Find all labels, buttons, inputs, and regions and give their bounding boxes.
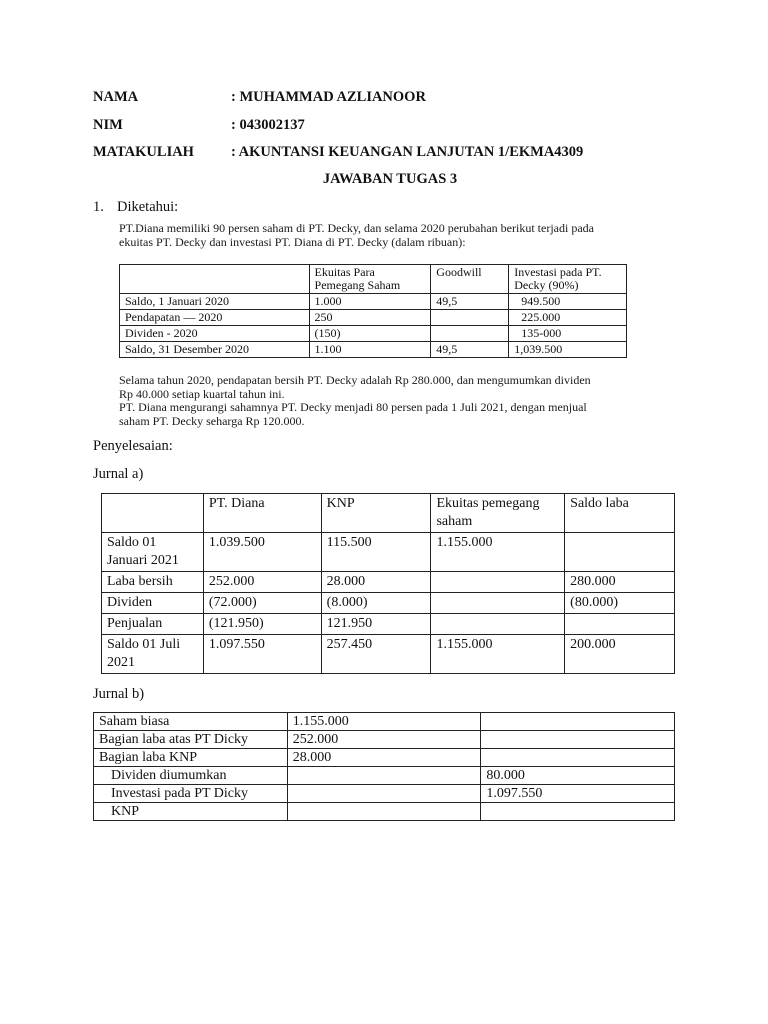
- table-cell: Saldo 01 Juli 2021: [102, 635, 204, 674]
- question-intro: [119, 222, 594, 249]
- table-cell: (121.950): [203, 614, 321, 635]
- page-title: JAWABAN TUGAS 3: [322, 171, 458, 187]
- table-cell: Saham biasa: [94, 713, 288, 731]
- solution-label: Penyelesaian:: [93, 438, 173, 454]
- table-row: [94, 713, 675, 731]
- table-cell: [431, 326, 509, 342]
- table-cell: PT. Diana: [203, 494, 321, 533]
- table-cell: KNP: [94, 803, 288, 821]
- table-cell: 1.155.000: [287, 713, 481, 731]
- table-cell: Ekuitas Para Pemegang Saham: [309, 265, 431, 294]
- table-row: [120, 326, 627, 342]
- table-row: [94, 731, 675, 749]
- table-cell: [431, 593, 565, 614]
- table-cell: [481, 749, 675, 767]
- table-cell: 1.155.000: [431, 635, 565, 674]
- table-cell: Dividen - 2020: [120, 326, 310, 342]
- table-cell: Saldo 01 Januari 2021: [102, 533, 204, 572]
- question-number: 1.: [93, 199, 104, 215]
- nama-value: : MUHAMMAD AZLIANOOR: [231, 89, 426, 105]
- jurnal-b-table: [93, 712, 675, 821]
- table-cell: 257.450: [321, 635, 431, 674]
- table-row: [120, 294, 627, 310]
- table-cell: 1,039.500: [509, 342, 627, 358]
- table-cell: Goodwill: [431, 265, 509, 294]
- table-cell: 1.039.500: [203, 533, 321, 572]
- intro-line: PT.Diana memiliki 90 persen saham di PT. Decky, dan selama 2020 perubahan berikut terjadi pada: [119, 221, 594, 235]
- table-cell: 28.000: [321, 572, 431, 593]
- table-cell: KNP: [321, 494, 431, 533]
- table-cell: (150): [309, 326, 431, 342]
- table-cell: 135-000: [509, 326, 627, 342]
- table-header-row: [102, 494, 675, 533]
- table-cell: [481, 803, 675, 821]
- table-cell: [481, 731, 675, 749]
- table-row: [120, 310, 627, 326]
- table-cell: (80.000): [565, 593, 675, 614]
- table-cell: (8.000): [321, 593, 431, 614]
- jurnal-a-table: [101, 493, 675, 674]
- table-cell: [287, 767, 481, 785]
- table-cell: Bagian laba KNP: [94, 749, 288, 767]
- table-cell: Investasi pada PT Dicky: [94, 785, 288, 803]
- table-cell: Dividen: [102, 593, 204, 614]
- table-row: [102, 614, 675, 635]
- table-cell: 49,5: [431, 342, 509, 358]
- table-cell: 121.950: [321, 614, 431, 635]
- table-row: [94, 785, 675, 803]
- table-cell: 1.155.000: [431, 533, 565, 572]
- table-cell: [481, 713, 675, 731]
- matakuliah-value: : AKUNTANSI KEUANGAN LANJUTAN 1/EKMA4309: [231, 144, 584, 160]
- table-cell: Saldo, 31 Desember 2020: [120, 342, 310, 358]
- jurnal-a-label: Jurnal a): [93, 466, 144, 482]
- table-cell: 1.097.550: [203, 635, 321, 674]
- table-cell: 49,5: [431, 294, 509, 310]
- table-cell: Pendapatan — 2020: [120, 310, 310, 326]
- table-row: [94, 803, 675, 821]
- table-cell: Penjualan: [102, 614, 204, 635]
- note-line: saham PT. Decky seharga Rp 120.000.: [119, 413, 305, 428]
- question-label: Diketahui:: [117, 199, 179, 215]
- table-cell: Saldo laba: [565, 494, 675, 533]
- note-line: PT. Diana mengurangi sahamnya PT. Decky menjadi 80 persen pada 1 Juli 2021, dengan menjual: [119, 400, 587, 414]
- table-cell: [287, 803, 481, 821]
- table-cell: 1.000: [309, 294, 431, 310]
- table-cell: 115.500: [321, 533, 431, 572]
- table-row: [102, 593, 675, 614]
- table-cell: 252.000: [203, 572, 321, 593]
- table-header-row: [120, 265, 627, 294]
- table-cell: Saldo, 1 Januari 2020: [120, 294, 310, 310]
- table-cell: 949.500: [509, 294, 627, 310]
- table-row: [94, 749, 675, 767]
- intro-line: ekuitas PT. Decky dan investasi PT. Diana di PT. Decky (dalam ribuan):: [119, 234, 466, 249]
- jurnal-b-label: Jurnal b): [93, 686, 145, 702]
- table-cell: [565, 533, 675, 572]
- nim-label: NIM: [93, 117, 123, 133]
- table-cell: 250: [309, 310, 431, 326]
- table-cell: 1.100: [309, 342, 431, 358]
- nama-label: NAMA: [93, 89, 139, 105]
- table-cell: [287, 785, 481, 803]
- table-cell: (72.000): [203, 593, 321, 614]
- table-cell: [431, 310, 509, 326]
- table-cell: 280.000: [565, 572, 675, 593]
- table-cell: [102, 494, 204, 533]
- table-cell: 252.000: [287, 731, 481, 749]
- table-cell: [120, 265, 310, 294]
- table-row: [102, 572, 675, 593]
- table-cell: 1.097.550: [481, 785, 675, 803]
- table-cell: Ekuitas pemegang saham: [431, 494, 565, 533]
- table-cell: Laba bersih: [102, 572, 204, 593]
- table-row: [102, 533, 675, 572]
- table-cell: [431, 572, 565, 593]
- table-row: [120, 342, 627, 358]
- table-cell: Bagian laba atas PT Dicky: [94, 731, 288, 749]
- table-cell: 200.000: [565, 635, 675, 674]
- table-cell: [565, 614, 675, 635]
- table-cell: [431, 614, 565, 635]
- matakuliah-label: MATAKULIAH: [93, 144, 194, 160]
- table-row: [94, 767, 675, 785]
- table-cell: Dividen diumumkan: [94, 767, 288, 785]
- table-cell: 28.000: [287, 749, 481, 767]
- question-heading: [93, 199, 178, 216]
- note-line: Rp 40.000 setiap kuartal tahun ini.: [119, 386, 285, 401]
- note-line: Selama tahun 2020, pendapatan bersih PT. Decky adalah Rp 280.000, dan mengumumkan dividen: [119, 373, 591, 387]
- table-cell: Investasi pada PT. Decky (90%): [509, 265, 627, 294]
- table-row: [102, 635, 675, 674]
- given-table: [119, 264, 627, 358]
- question-notes: [119, 374, 591, 428]
- nim-value: : 043002137: [231, 117, 305, 133]
- table-cell: 225.000: [509, 310, 627, 326]
- table-cell: 80.000: [481, 767, 675, 785]
